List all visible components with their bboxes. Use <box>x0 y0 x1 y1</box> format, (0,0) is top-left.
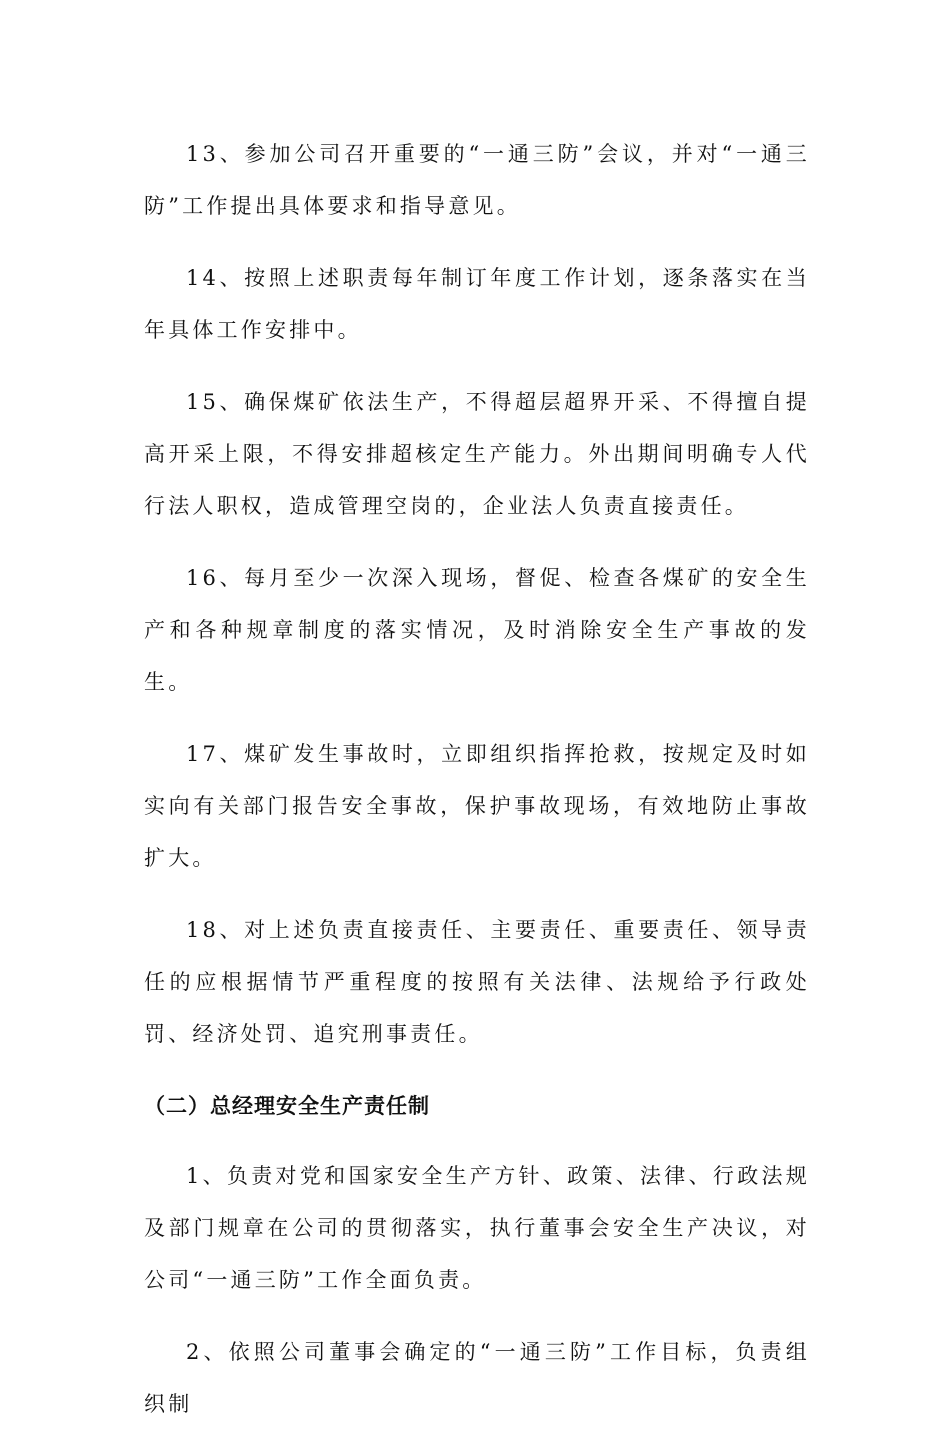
paragraph-18: 18、对上述负责直接责任、主要责任、重要责任、领导责任的应根据情节严重程度的按照有关法律、法规给予行政处罚、经济处罚、追究刑事责任。 <box>144 918 810 1046</box>
paragraph-2: 2、依照公司董事会确定的“一通三防”工作目标，负责组织制 <box>144 1340 810 1416</box>
paragraph-16: 16、每月至少一次深入现场，督促、检查各煤矿的安全生产和各种规章制度的落实情况，及时消除安全生产事故的发生。 <box>144 566 810 694</box>
paragraph-13: 13、参加公司召开重要的“一通三防”会议，并对“一通三防”工作提出具体要求和指导意见。 <box>144 142 810 218</box>
paragraph-1: 1、负责对党和国家安全生产方针、政策、法律、行政法规及部门规章在公司的贯彻落实，执行董事会安全生产决议，对公司“一通三防”工作全面负责。 <box>144 1164 810 1292</box>
paragraph-15: 15、确保煤矿依法生产，不得超层超界开采、不得擅自提高开采上限，不得安排超核定生产能力。外出期间明确专人代行法人职权，造成管理空岗的，企业法人负责直接责任。 <box>144 390 810 518</box>
section-heading: （二）总经理安全生产责任制 <box>144 1094 430 1118</box>
paragraph-14: 14、按照上述职责每年制订年度工作计划，逐条落实在当年具体工作安排中。 <box>144 266 810 342</box>
paragraph-17: 17、煤矿发生事故时，立即组织指挥抢救，按规定及时如实向有关部门报告安全事故，保护事故现场，有效地防止事故扩大。 <box>144 742 810 870</box>
